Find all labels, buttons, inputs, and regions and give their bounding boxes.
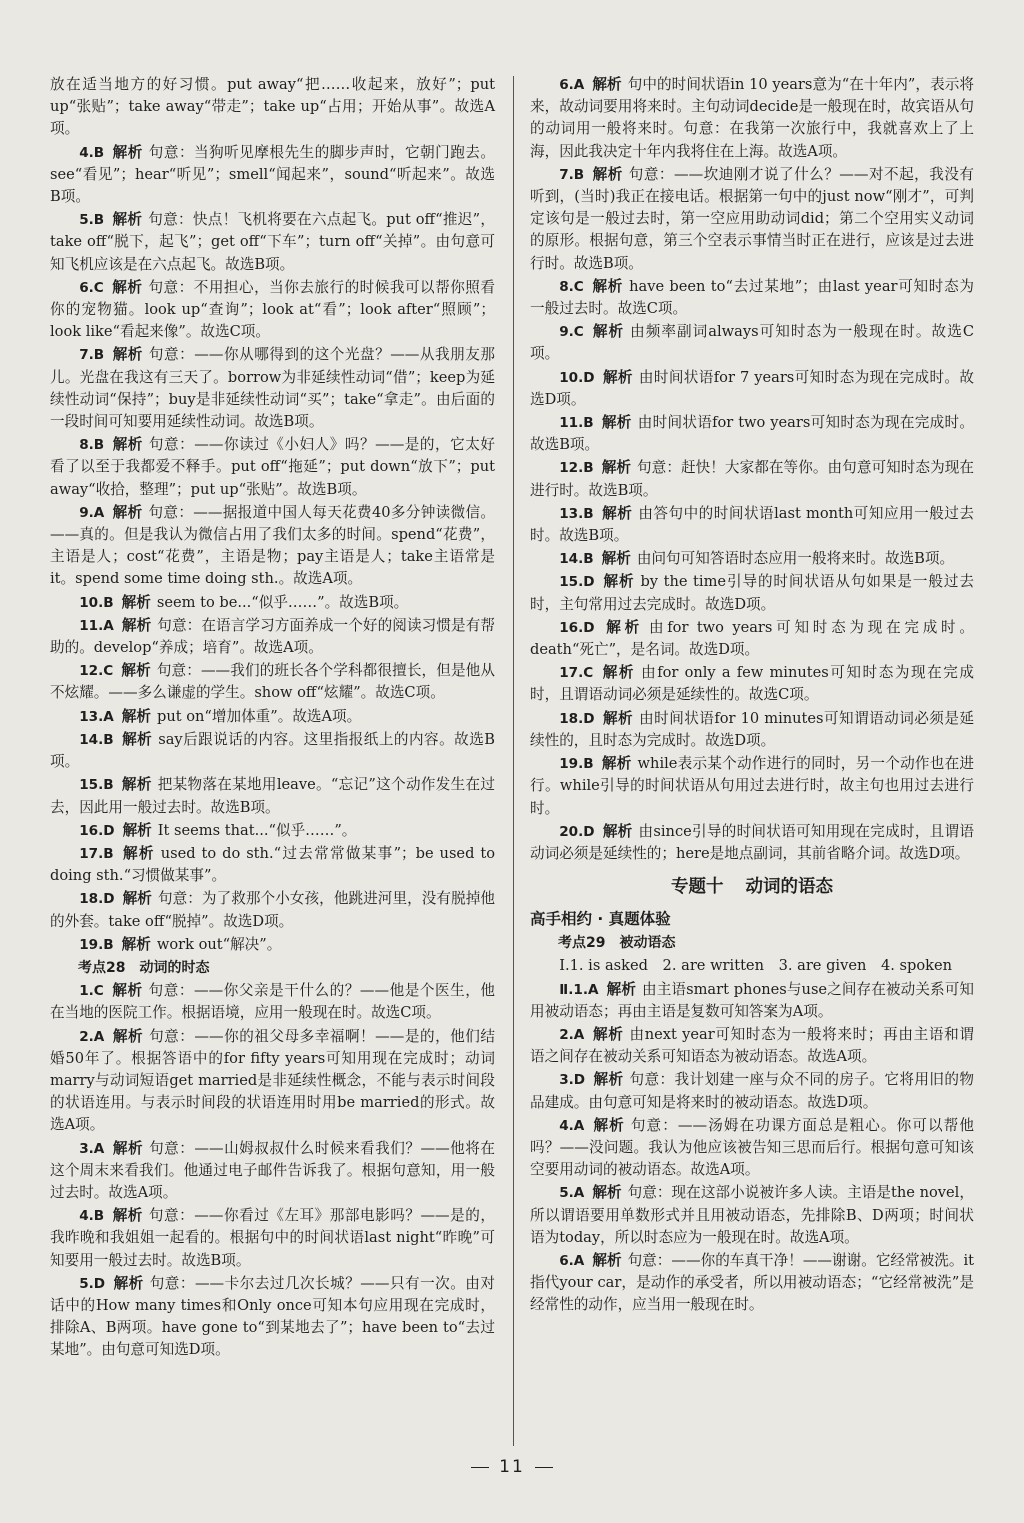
analysis-text: used to do sth.“过去常常做某事”；be used to doing sth.“习惯做某事”。 [50,844,495,885]
answer-number: 14.B [559,551,594,568]
analysis-tag: 解析 [112,143,143,161]
analysis-text: work out“解决”。 [156,935,282,953]
analysis-tag: 解析 [112,1027,144,1045]
answer-item [530,708,974,752]
topic-subtitle: 动词的语态 [745,877,833,898]
answer-item [50,660,495,704]
kaodian-29-heading: 考点29 被动语态 [558,935,676,952]
topic-title: 专题十 [671,877,724,898]
analysis-tag: 解析 [112,1139,144,1157]
analysis-text: 句意：为了救那个小女孩，他跳进河里，没有脱掉他的外套。take off“脱掉”。故选D项。 [50,890,495,930]
answer-number: 3.A [79,1140,105,1157]
analysis-tag: 解析 [592,165,623,183]
answer-number: 9.C [559,324,584,341]
answer-number: 16.D [79,822,115,839]
analysis-tag: 解析 [122,821,152,839]
answer-item [530,164,974,275]
analysis-text: have been to“去过某地”；由last year可知时态为一般过去时。故选C项。 [530,277,974,318]
answer-item [530,662,974,706]
roman-1-answers: Ⅰ.1. is asked 2. are written 3. are given 4. spoken [559,957,953,975]
answer-item [530,617,974,661]
answer-number: 3.D [559,1072,586,1089]
analysis-tag: 解析 [112,436,143,454]
analysis-text: 由时间状语for 7 years可知时态为现在完成时。故选D项。 [530,368,974,408]
answer-item [50,344,495,433]
analysis-text: 句中的时间状语in 10 years意为“在十年内”，表示将来，故动词要用将来时。主句动词decide是一般现在时，故宾语从句的动词用一般将来时。句意：在我第一次旅行中，我就喜欢上了上海，因此我决定十年内我将住在上海。故选A项。 [530,76,974,160]
answer-item [530,367,974,411]
answer-item [530,412,974,456]
analysis-text: 句意：——据报道中国人每天花费40多分钟读微信。——真的。但是我认为微信占用了我们太多的时间。spend“花费”，主语是人；cost“花费”，主语是物；pay主语是人；take主语常是it。spend some time doing sth.。故选A项。 [50,503,495,588]
answer-number: 11.A [79,617,114,634]
answer-number: 4.B [79,1208,105,1225]
answer-number: 17.B [79,845,114,862]
answer-item [530,321,974,365]
analysis-tag: 解析 [602,618,643,636]
analysis-text: 由for only a few minutes可知时态为现在完成时，且谓语动词必须是延续性的。故选C项。 [530,664,974,704]
answer-number: 2.A [79,1028,105,1045]
analysis-text: It seems that...“似乎……”。 [157,821,357,839]
answer-number: Ⅱ.1.A [559,981,599,998]
answer-number: 5.B [79,212,105,229]
analysis-text: 由答句中的时间状语last month可知应用一般过去时。故选B项。 [530,504,974,545]
answer-item [530,821,974,865]
answer-item [50,142,495,209]
answer-number: 10.D [559,369,595,386]
answer-number: 15.D [559,574,595,591]
analysis-text: 句意：——你从哪得到的这个光盘？——从我朋友那儿。光盘在我这有三天了。borrow为非延续性动词“借”；keep为延续性动词“保持”；buy是非延续性动词“买”；take“拿走”。由后面的一段时间可知要用延续性动词。故选B项。 [50,346,495,431]
analysis-text: 句意：——汤姆在功课方面总是粗心。你可以帮他吗？——没问题。我认为他应该被告知三思而后行。根据句意可知该空要用动词的被动语态。故选A项。 [530,1116,974,1179]
answer-number: 13.B [559,505,594,522]
analysis-tag: 解析 [592,1025,624,1043]
answer-number: 5.A [559,1185,585,1202]
analysis-text: 句意：——我们的班长各个学科都很擅长，但是他从不炫耀。——多么谦虚的学生。show off“炫耀”。故选C项。 [50,662,495,702]
left-answer-list [50,142,495,956]
analysis-tag: 解析 [602,709,634,727]
right-column [530,74,974,1318]
analysis-text: while表示某个动作进行的同时，另一个动作也在进行。while引导的时间状语从句用过去进行时，故主句也用过去进行时。 [530,755,974,817]
answer-number: 20.D [559,823,595,840]
page-number-value: 11 [499,1457,525,1477]
answer-item [530,1069,974,1113]
answer-number: 16.D [559,619,595,636]
analysis-tag: 解析 [121,844,155,862]
analysis-tag: 解析 [606,980,637,998]
answer-item [50,820,495,842]
answer-number: 2.A [559,1026,585,1043]
answer-number: 11.B [559,415,594,432]
right-answer-list [530,74,974,865]
analysis-text: 句意：当狗听见摩根先生的脚步声时，它朝门跑去。see“看见”；hear“听见”；smell“闻起来”，sound“听起来”。故选B项。 [50,143,495,206]
answer-number: 13.A [79,708,114,725]
section-title: 高手相约 · 真题体验 [530,910,671,929]
answer-item [50,729,495,773]
right-answer-list-3 [530,1024,974,1317]
analysis-text: 由问句可知答语时态应用一般将来时。故选B项。 [636,550,955,568]
page-number [0,1457,1024,1477]
analysis-text: 由next year可知时态为一般将来时；再由主语和谓语之间存在被动关系可知语态为被动语态。故选A项。 [530,1025,974,1066]
analysis-text: 由频率副词always可知时态为一般现在时。故选C项。 [530,323,974,363]
analysis-tag: 解析 [601,414,632,432]
answer-number: 17.C [559,665,594,682]
answer-number: 4.B [79,144,105,161]
analysis-text: 句意：——你读过《小妇人》吗？——是的，它太好看了以至于我都爱不释手。put off“拖延”；put down“放下”；put away“收拾，整理”；put up“张贴”。故选B项。 [50,436,495,498]
answer-item [530,1250,974,1317]
answer-number: 12.C [79,663,114,680]
analysis-tag: 解析 [112,1207,143,1225]
topic-heading [530,873,974,901]
analysis-tag: 解析 [601,459,632,477]
analysis-tag: 解析 [111,278,143,296]
analysis-text: 由时间状语for two years可知时态为现在完成时。故选B项。 [530,414,974,454]
answer-number: 6.A [559,77,585,93]
analysis-tag: 解析 [121,593,151,611]
answer-item [50,1205,495,1272]
analysis-text: 句意：——你看过《左耳》那部电影吗？——是的，我昨晚和我姐姐一起看的。根据句中的时间状语last night“昨晚”可知要用一般过去时。故选B项。 [50,1207,495,1269]
analysis-text: 句意：——你父亲是干什么的？——他是个医生，他在当地的医院工作。根据语境，应用一般现在时。故选C项。 [50,982,495,1022]
analysis-text: 句意：不用担心，当你去旅行的时候我可以帮你照看你的宠物猫。look up“查询”；look at“看”；look after“照顾”；look like“看起来像”。故选C项。 [50,278,495,341]
answer-number: 8.C [559,278,584,295]
analysis-tag: 解析 [592,76,622,93]
answer-number: 7.B [559,166,585,183]
analysis-text: 句意：快点！飞机将要在六点起飞。put off“推迟”，take off“脱下，起飞”；get off“下车”；turn off“关掉”。由句意可知飞机应该是在六点起飞。故选B项。 [50,211,495,273]
analysis-tag: 解析 [121,935,151,953]
answer-number: 10.B [79,594,114,611]
answer-number: 4.A [559,1117,585,1134]
analysis-tag: 解析 [593,1071,624,1089]
answer-item [50,706,495,728]
answer-number: 12.B [559,460,594,477]
analysis-tag: 解析 [112,503,143,521]
answer-number: 6.C [79,279,104,296]
analysis-tag: 解析 [122,890,152,908]
answer-item [530,74,974,163]
analysis-tag: 解析 [602,368,633,386]
answer-item [50,1026,495,1137]
answer-number: 6.A [559,1252,585,1269]
answer-item [50,502,495,591]
analysis-text: 句意：在语言学习方面养成一个好的阅读习惯是有帮助的。develop“养成；培育”。故选A项。 [50,616,495,657]
analysis-tag: 解析 [601,755,632,773]
analysis-text: 由for two years可知时态为现在完成时。death“死亡”，是名词。故选D项。 [530,618,974,659]
answer-number: 5.D [79,1275,106,1292]
analysis-tag: 解析 [592,1184,622,1202]
analysis-tag: 解析 [121,662,151,680]
answer-item [50,888,495,932]
analysis-tag: 解析 [121,730,153,748]
analysis-tag: 解析 [601,664,636,682]
answer-item [50,209,495,276]
answer-item [530,1024,974,1068]
analysis-tag: 解析 [591,323,625,341]
answer-item [50,1273,495,1362]
analysis-text: seem to be...“似乎……”。故选B项。 [156,593,409,611]
answer-item [50,1138,495,1205]
analysis-tag: 解析 [112,346,143,364]
answer-number: 7.B [79,347,105,364]
answer-number: 19.B [79,936,114,953]
answer-item [50,843,495,887]
answer-item [50,434,495,501]
answer-item [530,548,974,570]
analysis-text: 由主语smart phones与use之间存在被动关系可知用被动语态；再由主语是复数可知答案为A项。 [530,980,974,1020]
answer-item [530,753,974,820]
analysis-tag: 解析 [601,550,631,568]
answer-number: 14.B [79,731,114,748]
analysis-tag: 解析 [121,776,152,794]
analysis-text: by the time引导的时间状语从句如果是一般过去时，主句常用过去完成时。故选D项。 [530,573,974,613]
answer-item [530,457,974,501]
answer-number: 15.B [79,777,114,794]
answer-number: 18.D [559,710,595,727]
analysis-tag: 解析 [602,573,635,591]
answer-item [530,503,974,547]
answer-item [50,277,495,344]
analysis-tag: 解析 [591,277,624,295]
analysis-tag: 解析 [592,1251,622,1269]
analysis-text: 句意：现在这部小说被许多人读。主语是the novel，所以谓语要用单数形式并且用被动语态，先排除B、D两项；时间状语为today，所以时态应为一般现在时。故选A项。 [530,1184,974,1246]
analysis-tag: 解析 [113,1274,144,1292]
analysis-text: say后跟说话的内容。这里指报纸上的内容。故选B项。 [50,730,495,771]
analysis-text: 句意：——卡尔去过几次长城？——只有一次。由对话中的How many times和Only once可知本句应用现在完成时，排除A、B两项。have gone to“到某地去了”；have been to“去过某地”。由句意可知选D项。 [50,1274,495,1359]
analysis-text: 由时间状语for 10 minutes可知谓语动词必须是延续性的，且时态为完成时。故选D项。 [530,709,974,749]
analysis-text: 把某物落在某地用leave。“忘记”这个动作发生在过去，因此用一般过去时。故选B项。 [50,776,495,816]
analysis-text: 句意：赶快！大家都在等你。由句意可知时态为现在进行时。故选B项。 [530,459,974,499]
analysis-text: 句意：——坎迪刚才说了什么？——对不起，我没有听到，(当时)我正在接电话。根据第一句中的just now“刚才”，可判定该句是一般过去时，第一空应用助动词did；第二个空用实义动词的原形。根据句意，第三个空表示事情当时正在进行，应该是过去进行时。故选B项。 [530,165,974,272]
answer-item [530,1182,974,1249]
answer-number: 9.A [79,504,105,521]
analysis-text: 句意：——你的车真干净！——谢谢。它经常被洗。it指代your car，是动作的承受者，所以用被动语态；“它经常被洗”是经常性的动作，应当用一般现在时。 [530,1251,974,1314]
analysis-tag: 解析 [601,504,633,522]
analysis-tag: 解析 [602,822,633,840]
analysis-text: put on“增加体重”。故选A项。 [157,707,362,725]
dash-left [471,1467,489,1468]
answer-item [530,276,974,320]
left-answer-list-2 [50,980,495,1361]
answer-number: 18.D [79,891,115,908]
analysis-text: 句意：——山姆叔叔什么时候来看我们？——他将在这个周末来看我们。他通过电子邮件告诉我了。根据句意知，用一般过去时。故选A项。 [50,1139,495,1201]
answer-item [50,615,495,659]
left-column [50,74,495,1363]
roman-2-item-1 [530,979,974,1023]
analysis-tag: 解析 [121,616,152,634]
answer-item [530,571,974,615]
answer-item [50,934,495,956]
answer-item [50,980,495,1024]
analysis-tag: 解析 [121,707,151,725]
analysis-tag: 解析 [111,982,143,1000]
analysis-tag: 解析 [592,1116,625,1134]
analysis-text: 句意：我计划建一座与众不同的房子。它将用旧的物品建成。由句意可知是将来时的被动语态。故选D项。 [530,1071,974,1111]
dash-right [535,1467,553,1468]
answer-item [50,592,495,614]
answer-number: 8.B [79,437,105,454]
analysis-text: 句意：——你的祖父母多幸福啊！——是的，他们结婚50年了。根据答语中的for fifty years可知用现在完成时；动词marry与动词短语get married是非延续性概念，不能与表示时间段的状语连用。与表示时间段的状语连用时用be married的形式。故选A项。 [50,1027,495,1134]
continued-text: 放在适当地方的好习惯。put away“把……收起来，放好”；put up“张贴”；take away“带走”；take up“占用；开始从事”。故选A项。 [50,76,495,138]
answer-item [50,774,495,818]
answer-number: 1.C [79,983,104,1000]
answer-number: 19.B [559,756,594,773]
kaodian-28-heading: 考点28 动词的时态 [78,959,210,976]
answer-item [530,1115,974,1182]
column-divider [513,76,514,1446]
analysis-tag: 解析 [112,211,143,229]
analysis-text: 由since引导的时间状语可知用现在完成时，且谓语动词必须是延续性的；here是地点副词，其前省略介词。故选D项。 [530,822,974,862]
